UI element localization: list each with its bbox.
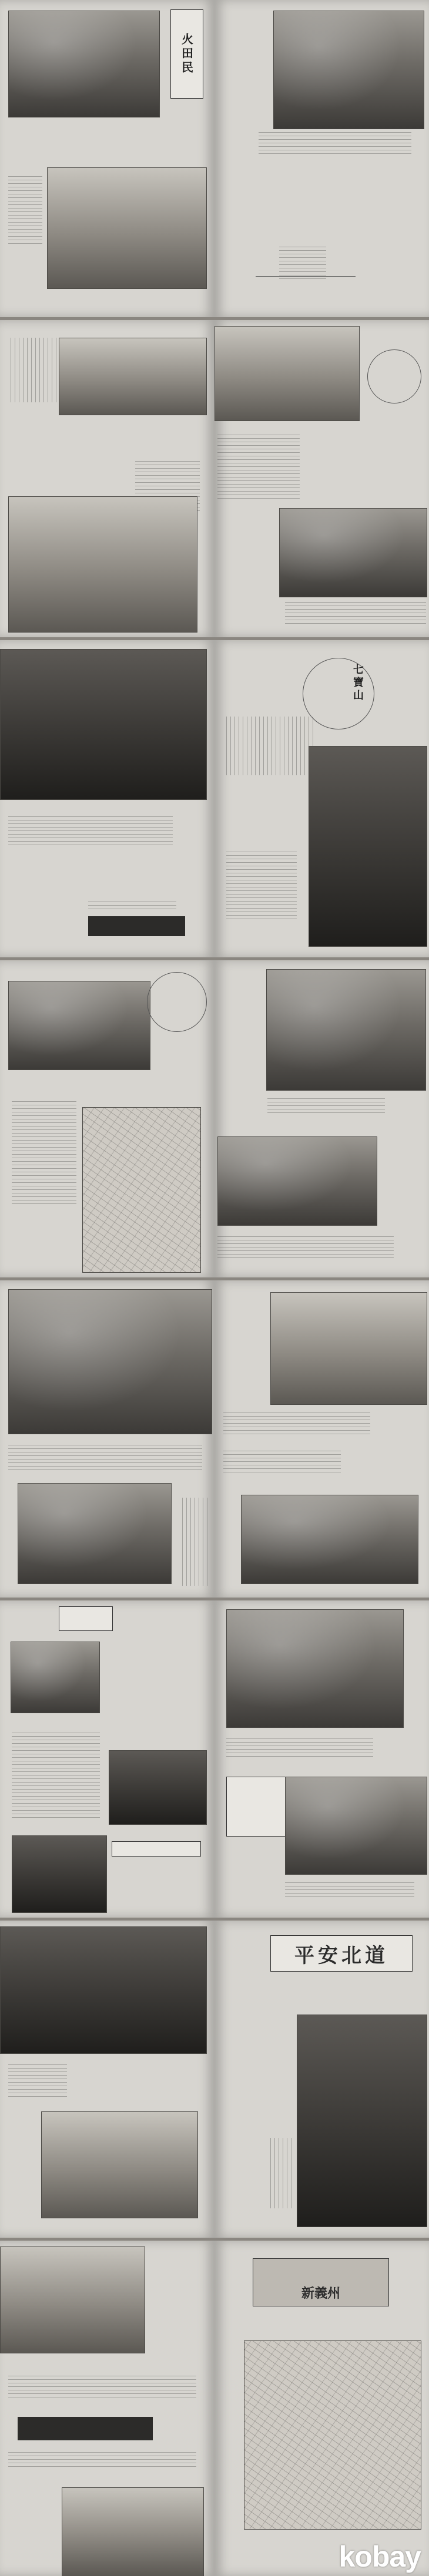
heading-box xyxy=(59,1606,113,1631)
caption-text xyxy=(226,852,297,922)
body-text xyxy=(8,2452,196,2470)
caption-text xyxy=(8,176,42,247)
spread-8 xyxy=(0,2241,429,2576)
caption-text xyxy=(259,132,411,156)
heading-box xyxy=(170,9,203,99)
body-text xyxy=(223,1451,341,1474)
photo-ruins xyxy=(12,1835,107,1913)
spread-5 xyxy=(0,1280,429,1600)
photo-rock-formation xyxy=(297,2015,427,2227)
photo-rock-peaks xyxy=(0,649,207,800)
photo-crowd xyxy=(217,1136,377,1226)
right-page xyxy=(214,1921,429,2238)
vertical-heading: 七寶山 xyxy=(351,664,364,702)
province-title: 平安北道 xyxy=(294,1943,388,1968)
photo-street xyxy=(279,508,427,597)
body-text xyxy=(226,717,314,775)
left-page xyxy=(0,320,214,637)
photo-river-valley xyxy=(41,2111,198,2218)
spread-7 xyxy=(0,1921,429,2241)
photo-landscape xyxy=(241,1495,418,1584)
city-map xyxy=(244,2340,421,2530)
caption-bar xyxy=(88,916,185,936)
body-text xyxy=(217,435,300,499)
photo-forest xyxy=(109,1750,207,1825)
vertical-heading: 火田民 xyxy=(179,33,194,75)
spread-3 xyxy=(0,640,429,960)
caption-box xyxy=(226,1777,292,1837)
spread-6 xyxy=(0,1600,429,1921)
photo-aerial-city xyxy=(266,969,426,1091)
right-page xyxy=(214,640,429,957)
photo-harbor xyxy=(59,338,207,415)
caption-text xyxy=(270,2138,294,2208)
spread-4 xyxy=(0,960,429,1280)
city-title: 新義州 xyxy=(301,2285,340,2301)
body-text xyxy=(12,1733,100,1821)
right-page xyxy=(214,320,429,637)
left-page xyxy=(0,1280,214,1598)
watermark: kobay xyxy=(338,2540,421,2573)
spread-2 xyxy=(0,320,429,640)
photo-building xyxy=(270,1292,427,1405)
left-page xyxy=(0,1921,214,2238)
caption-box xyxy=(112,1841,201,1857)
seal-circle xyxy=(367,349,421,403)
title-box xyxy=(253,2258,389,2306)
caption-text xyxy=(8,2064,67,2100)
title-band xyxy=(11,338,58,402)
caption-bar xyxy=(18,2417,153,2440)
right-page xyxy=(214,2241,429,2576)
caption-text xyxy=(285,602,426,625)
photo-lake xyxy=(226,1609,404,1728)
photo-temple xyxy=(18,1483,172,1584)
right-page xyxy=(214,1280,429,1598)
photo-sailboat xyxy=(0,1926,207,2054)
divider-line xyxy=(256,276,356,277)
left-page xyxy=(0,0,214,317)
left-page xyxy=(0,960,214,1277)
caption-text xyxy=(226,1738,373,1759)
photo-boats xyxy=(11,1642,100,1713)
photo-log-houses xyxy=(47,167,207,289)
photo-valley xyxy=(273,11,424,129)
side-label xyxy=(182,1498,209,1586)
right-page xyxy=(214,960,429,1277)
caption-text xyxy=(8,2376,196,2399)
right-page xyxy=(214,1600,429,1918)
caption-text xyxy=(8,816,173,846)
body-text xyxy=(12,1101,76,1207)
caption-text xyxy=(223,1413,370,1436)
left-page xyxy=(0,2241,214,2576)
left-page xyxy=(0,640,214,957)
seal-circle xyxy=(147,972,207,1032)
right-page xyxy=(214,0,429,317)
photo-hill-view xyxy=(8,981,150,1070)
caption-text xyxy=(8,1445,202,1471)
photo-port-town xyxy=(214,326,360,421)
photo-aerial-grid xyxy=(0,2247,145,2353)
photo-city-map xyxy=(82,1107,201,1273)
left-page xyxy=(0,1600,214,1918)
photo-aerial-town xyxy=(62,2487,204,2576)
spread-1 xyxy=(0,0,429,320)
photo-mountain-hut xyxy=(8,11,160,117)
caption-text xyxy=(267,1098,385,1116)
body-text xyxy=(279,247,326,282)
photo-village xyxy=(8,1289,212,1434)
caption-text xyxy=(217,1236,394,1260)
title-box xyxy=(270,1935,413,1972)
caption-text xyxy=(285,1882,414,1900)
small-caption xyxy=(88,902,176,910)
photo-cliff xyxy=(309,746,427,947)
photo-lighthouse xyxy=(8,496,197,633)
photo-quarry xyxy=(285,1777,427,1875)
